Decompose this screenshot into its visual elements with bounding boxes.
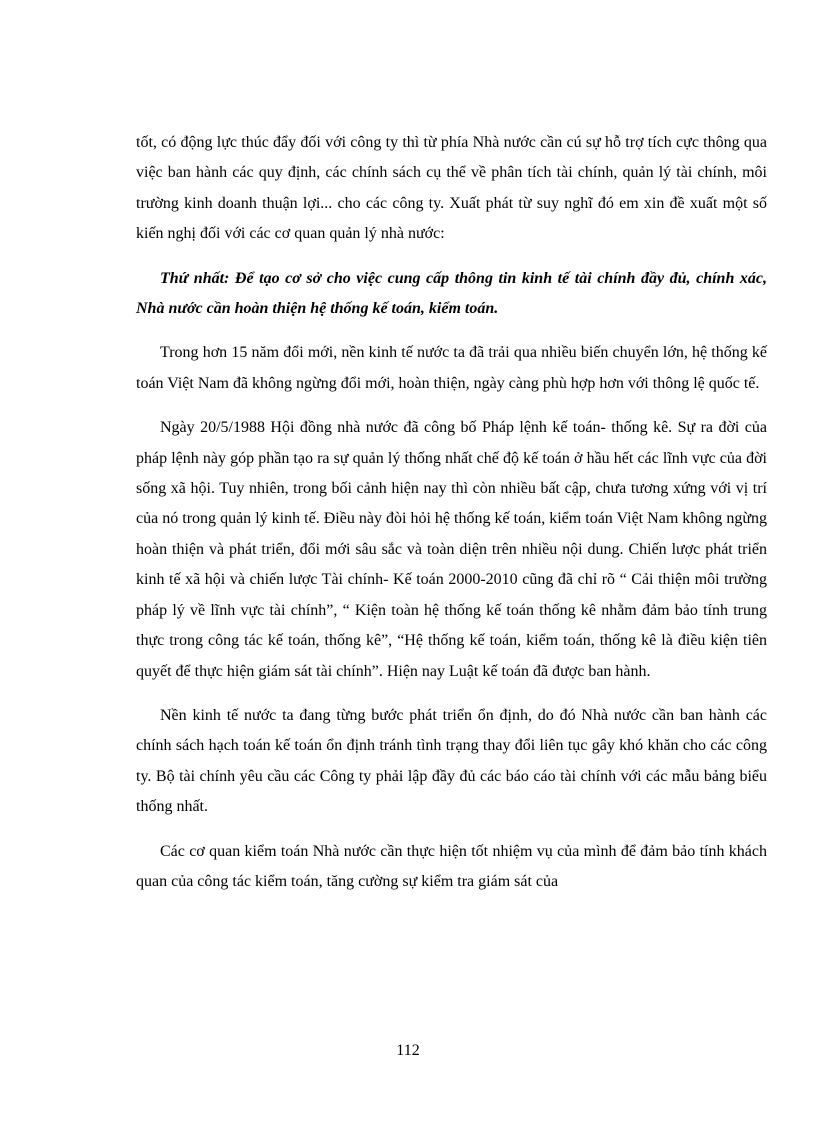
paragraph-state-audit: Các cơ quan kiểm toán Nhà nước cần thực hiện tốt nhiệm vụ của mình để đảm bảo tính khách quan của công tác kiểm toán, tăng cường sự kiểm tra giám sát của [136, 842, 767, 890]
paragraph-stable-policy: Nền kinh tế nước ta đang từng bước phát triển ổn định, do đó Nhà nước cần ban hành các chính sách hạch toán kế toán ổn định tránh tình trạng thay đổi liên tục gây khó khăn cho các công ty. Bộ tài chính yêu cầu các Công ty phải lập đầy đủ các báo cáo tài chính với các mẫu bảng biểu thống nhất. [136, 706, 767, 816]
document-page [136, 128, 767, 911]
paragraph-accounting-ordinance: Ngày 20/5/1988 Hội đồng nhà nước đã công bố Pháp lệnh kế toán- thống kê. Sự ra đời của pháp lệnh này góp phần tạo ra sự quản lý thống nhất chế độ kế toán ở hầu hết các lĩnh vực của đời sống xã hội. Tuy nhiên, trong bối cảnh hiện nay thì còn nhiều bất cập, chưa tương xứng với vị trí của nó trong quản lý kinh tế. Điều này đòi hỏi hệ thống kế toán, kiểm toán Việt Nam không ngừng hoàn thiện và phát triển, đổi mới sâu sắc và toàn diện trên nhiều nội dung. Chiến lược phát triển kinh tế xã hội và chiến lược Tài chính- Kế toán 2000-2010 cũng đã chỉ rõ “ Cải thiện môi trường pháp lý về lĩnh vực tài chính”, “ Kiện toàn hệ thống kế toán thống kê nhằm đảm bảo tính trung thực trong công tác kế toán, thống kê”, “Hệ thống kế toán, kiểm toán, thống kê là điều kiện tiên quyết để thực hiện giám sát tài chính”. Hiện nay Luật kế toán đã được ban hành. [136, 419, 767, 680]
page-number: 112 [396, 1042, 420, 1059]
section-heading-first-recommendation: Thứ nhất: Để tạo cơ sở cho việc cung cấp thông tin kinh tế tài chính đầy đủ, chính xác, Nhà nước cần hoàn thiện hệ thống kế toán, kiểm toán. [136, 269, 767, 318]
paragraph-reform-history: Trong hơn 15 năm đổi mới, nền kinh tế nước ta đã trải qua nhiều biến chuyển lớn, hệ thống kế toán Việt Nam đã không ngừng đổi mới, hoàn thiện, ngày càng phù hợp hơn với thông lệ quốc tế. [136, 344, 767, 392]
paragraph-intro: tốt, có động lực thúc đẩy đối với công ty thì từ phía Nhà nước cần cú sự hỗ trợ tích cực thông qua việc ban hành các quy định, các chính sách cụ thể về phân tích tài chính, quản lý tài chính, môi trường kinh doanh thuận lợi... cho các công ty. Xuất phát từ suy nghĩ đó em xin đề xuất một số kiến nghị đối với các cơ quan quản lý nhà nước: [136, 134, 767, 243]
